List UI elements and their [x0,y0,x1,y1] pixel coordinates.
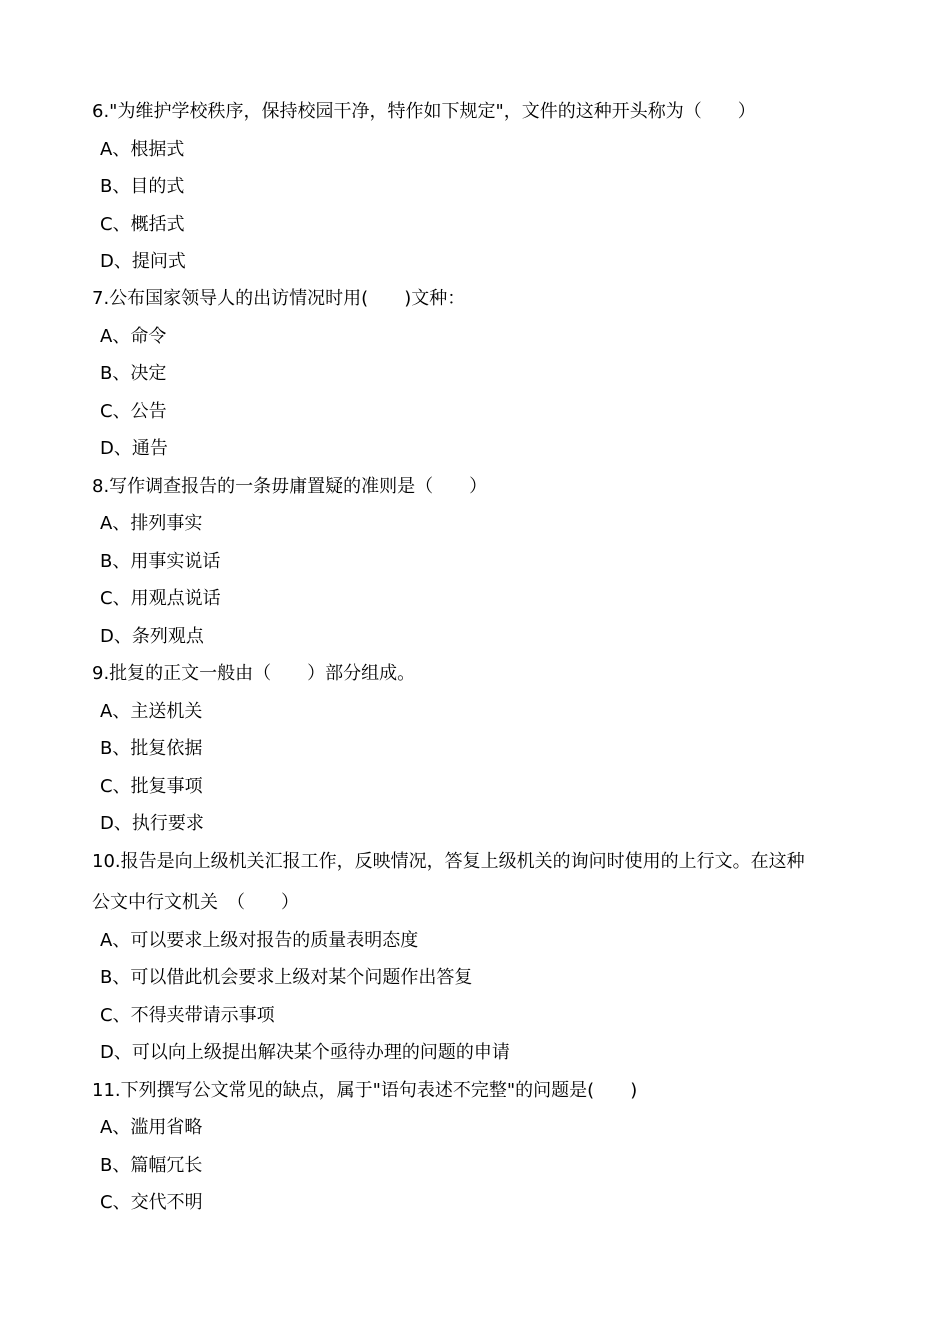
question-7-option-b: B、决定 [100,363,167,384]
question-8-option-d: D、条列观点 [100,626,204,647]
question-8-option-b: B、用事实说话 [100,551,221,572]
question-11-option-b: B、篇幅冗长 [100,1155,203,1176]
question-6-stem: 6."为维护学校秩序，保持校园干净，特作如下规定"，文件的这种开头称为（ ） [92,101,756,122]
question-8-stem: 8.写作调查报告的一条毋庸置疑的准则是（ ） [92,476,488,497]
question-10-option-c: C、不得夹带请示事项 [100,1005,275,1026]
question-10-option-b: B、可以借此机会要求上级对某个问题作出答复 [100,967,473,988]
question-9-stem: 9.批复的正文一般由（ ）部分组成。 [92,663,416,684]
question-11-stem: 11.下列撰写公文常见的缺点，属于"语句表述不完整"的问题是( ) [92,1080,638,1101]
question-6-option-a: A、根据式 [100,139,185,160]
question-7-option-a: A、命令 [100,326,167,347]
question-10-stem: 10.报告是向上级机关汇报工作，反映情况，答复上级机关的询问时使用的上行文。在这种 [92,851,805,872]
question-10-option-d: D、可以向上级提出解决某个亟待办理的问题的申请 [100,1042,510,1063]
question-6-option-b: B、目的式 [100,176,185,197]
question-8-option-a: A、排列事实 [100,513,203,534]
question-10-stem-continued: 公文中行文机关 （ ） [92,892,299,913]
question-10-option-a: A、可以要求上级对报告的质量表明态度 [100,930,419,951]
question-9-option-c: C、批复事项 [100,776,203,797]
question-7-option-d: D、通告 [100,438,168,459]
question-9-option-b: B、批复依据 [100,738,203,759]
question-8-option-c: C、用观点说话 [100,588,221,609]
question-9-option-d: D、执行要求 [100,813,204,834]
question-11-option-c: C、交代不明 [100,1192,203,1213]
question-7-stem: 7.公布国家领导人的出访情况时用( )文种： [92,288,466,309]
question-7-option-c: C、公告 [100,401,167,422]
question-9-option-a: A、主送机关 [100,701,203,722]
question-6-option-d: D、提问式 [100,251,186,272]
question-11-option-a: A、滥用省略 [100,1117,203,1138]
question-6-option-c: C、概括式 [100,214,185,235]
